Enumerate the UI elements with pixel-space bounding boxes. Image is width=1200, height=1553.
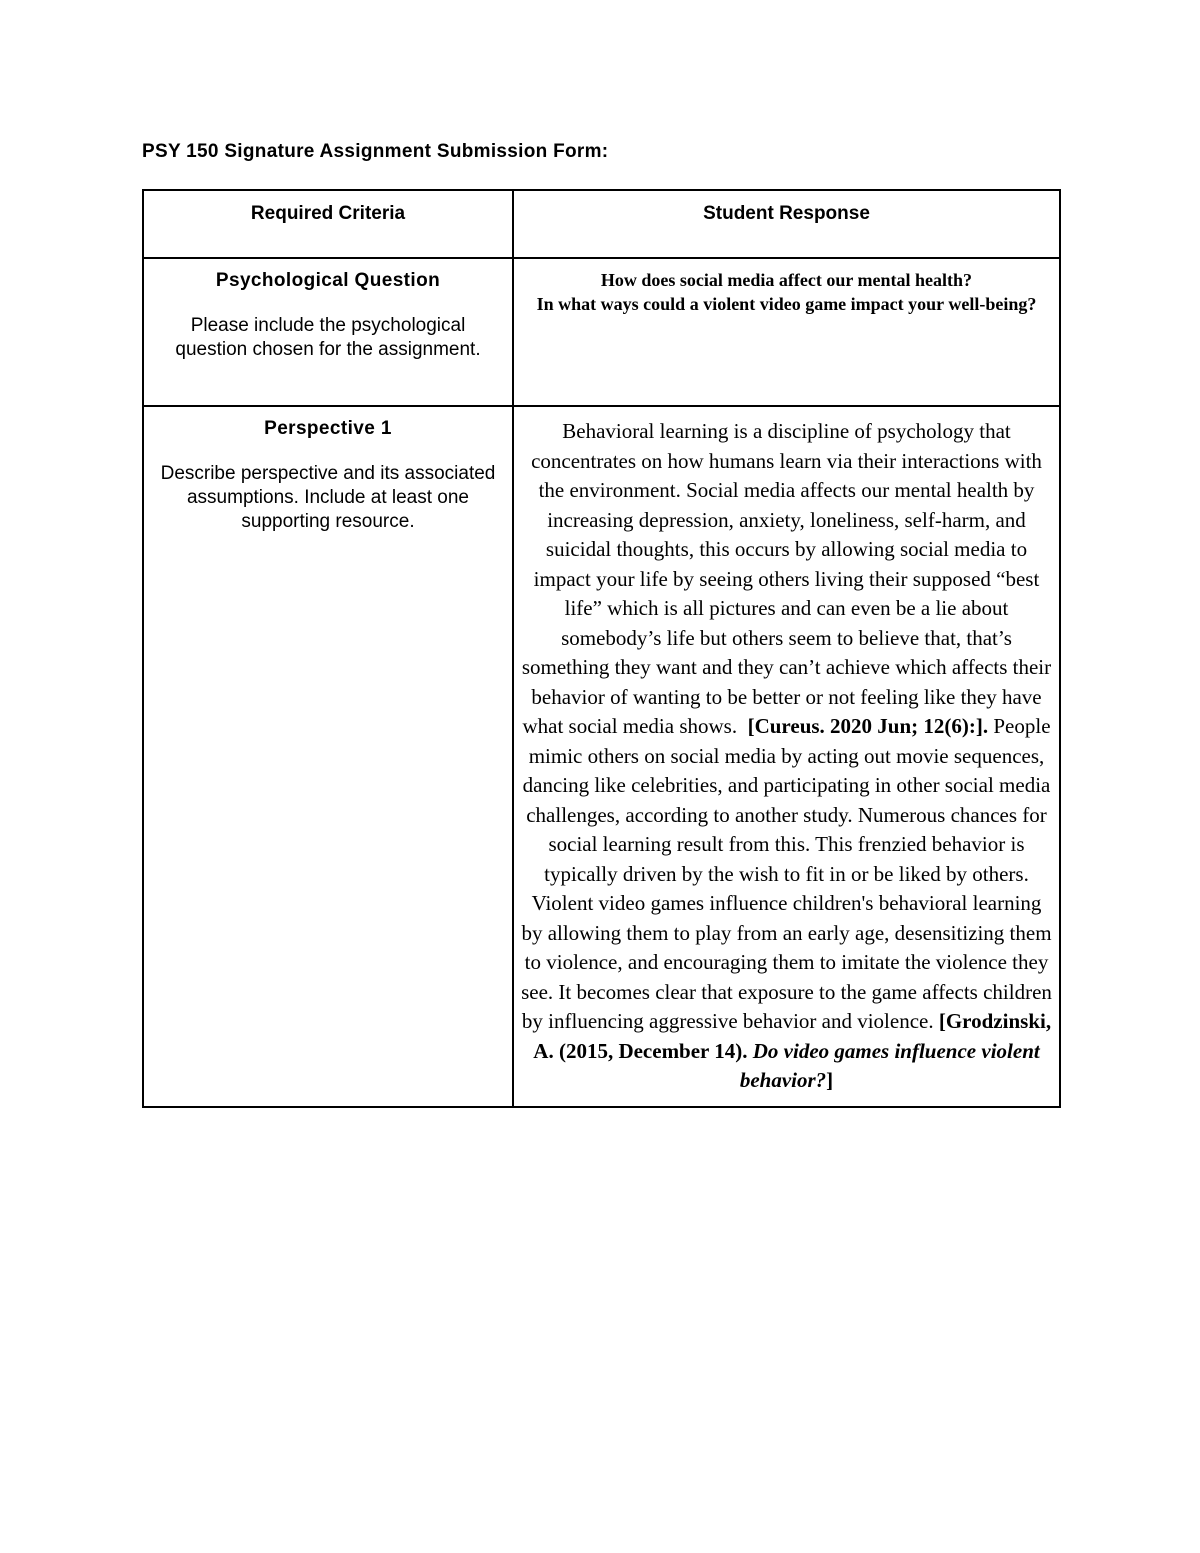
perspective-response bbox=[520, 417, 1053, 1096]
psychological-question bbox=[530, 268, 1043, 316]
response-paragraph: Behavioral learning is a discipline of psychology that concentrates on how humans learn via their interactions with the environment. Social media affects our mental health by increasing depression, anxiety, loneliness, self-harm, and suicidal thoughts, this occurs by allowing social media to impact your life by seeing others living their supposed “best life” which is all pictures and can even be a lie about somebody’s life but others seem to believe that, that’s something they want and they can’t achieve which affects their behavior of wanting to be better or not feeling like they have what social media shows. bbox=[521, 419, 1052, 738]
question-line: In what ways could a violent video game impact your well-being? bbox=[536, 294, 1037, 314]
criteria-cell bbox=[143, 258, 513, 406]
header-criteria: Required Criteria bbox=[143, 190, 513, 258]
response-cell bbox=[513, 258, 1060, 406]
citation: [Cureus. 2020 Jun; 12(6):]. bbox=[747, 714, 989, 738]
citation-title: Do video games influence violent behavior? bbox=[739, 1038, 1040, 1092]
table-row-perspective bbox=[143, 406, 1060, 1107]
citation-close: ] bbox=[826, 1068, 834, 1092]
submission-table bbox=[142, 189, 1061, 1108]
question-line: How does social media affect our mental health? bbox=[600, 270, 973, 290]
criteria-title: Perspective 1 bbox=[264, 418, 392, 439]
page-title: PSY 150 Signature Assignment Submission Form: bbox=[142, 141, 609, 162]
header-response: Student Response bbox=[513, 190, 1060, 258]
citation-author: [Grodzinski, A. (2015, December 14). bbox=[533, 1009, 1052, 1063]
criteria-description: Please include the psychological question chosen for the assignment. bbox=[175, 315, 481, 360]
criteria-cell bbox=[143, 406, 513, 1107]
criteria-description: Describe perspective and its associated assumptions. Include at least one supporting resource. bbox=[160, 463, 496, 532]
response-paragraph: People mimic others on social media by acting out movie sequences, dancing like celebrities, and participating in other social media challenges, according to another study. Numerous chances for social learning result from this. This frenzied behavior is typically driven by the wish to fit in or be liked by others. Violent video games influence children's behavioral learning by allowing them to play from an early age, desensitizing them to violence, and encouraging them to imitate the violence they see. It becomes clear that exposure to the game affects children by influencing aggressive behavior and violence. bbox=[521, 714, 1052, 1033]
header-row bbox=[143, 190, 1060, 258]
response-cell bbox=[513, 406, 1060, 1107]
criteria-title: Psychological Question bbox=[215, 270, 441, 291]
table-row-question bbox=[143, 258, 1060, 406]
